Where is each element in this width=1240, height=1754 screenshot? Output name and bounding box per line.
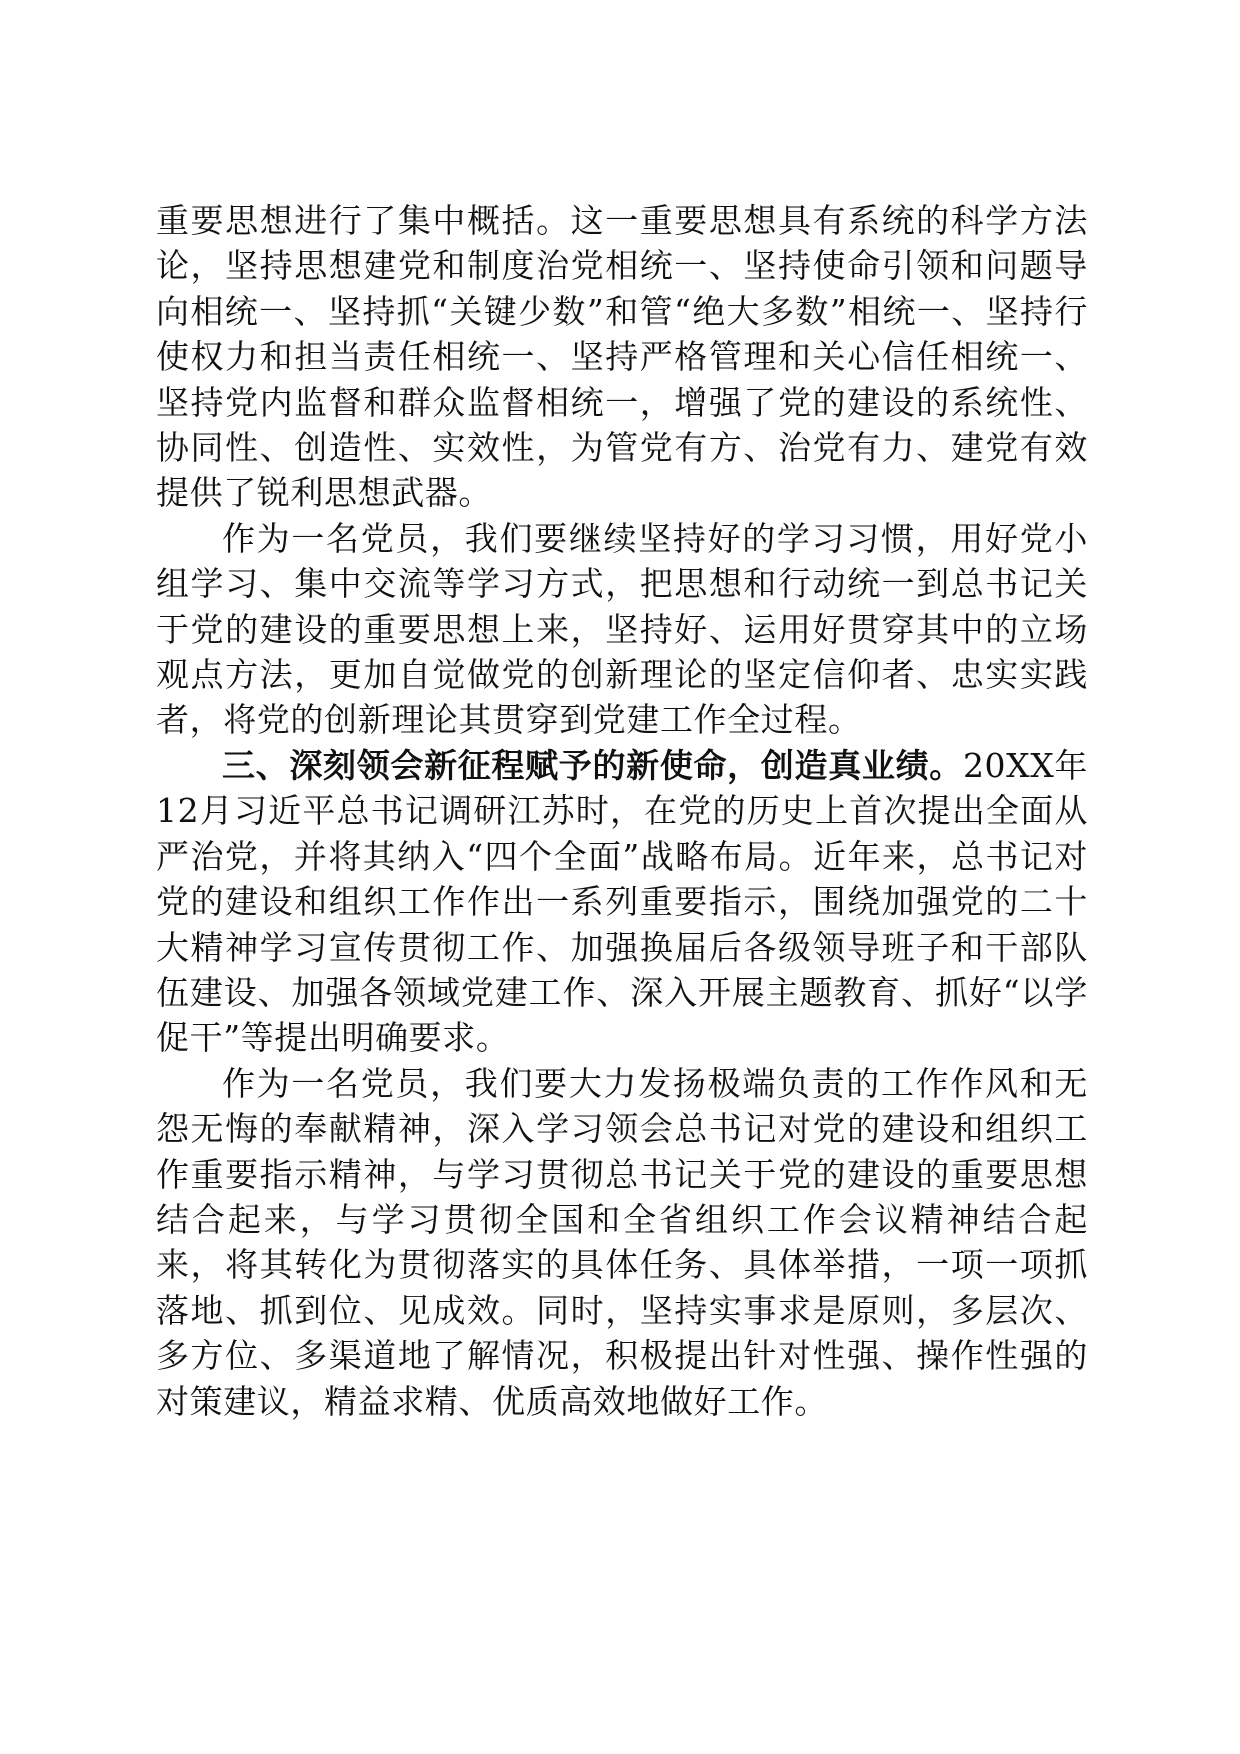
paragraph-2-text: 作为一名党员，我们要继续坚持好的学习习惯，用好党小组学习、集中交流等学习方式，把思想和行动统一到总书记关于党的建设的重要思想上来，坚持好、运用好贯穿其中的立场观点方法，更加自觉做党的创新理论的坚定信仰者、忠实实践者，将党的创新理论其贯穿到党建工作全过程。 [156,518,1088,740]
document-body [156,198,1088,1424]
paragraph-1-text: 重要思想进行了集中概括。这一重要思想具有系统的科学方法论，坚持思想建党和制度治党相统一、坚持使命引领和问题导向相统一、坚持抓“关键少数”和管“绝大多数”相统一、坚持行使权力和担当责任相统一、坚持严格管理和关心信任相统一、坚持党内监督和群众监督相统一，增强了党的建设的系统性、协同性、创造性、实效性，为管党有方、治党有力、建党有效提供了锐利思想武器。 [156,201,1088,513]
paragraph-4-text: 作为一名党员，我们要大力发扬极端负责的工作作风和无怨无悔的奉献精神，深入学习领会总书记对党的建设和组织工作重要指示精神，与学习贯彻总书记关于党的建设的重要思想结合起来，与学习贯彻全国和全省组织工作会议精神结合起来，将其转化为贯彻落实的具体任务、具体举措，一项一项抓落地、抓到位、见成效。同时，坚持实事求是原则，多层次、多方位、多渠道地了解情况，积极提出针对性强、操作性强的对策建议，精益求精、优质高效地做好工作。 [156,1063,1088,1421]
paragraph-3-text: 20XX年12月习近平总书记调研江苏时，在党的历史上首次提出全面从严治党，并将其纳入“四个全面”战略布局。近年来，总书记对党的建设和组织工作作出一系列重要指示，围绕加强党的二十大精神学习宣传贯彻工作、加强换届后各级领导班子和干部队伍建设、加强各领域党建工作、深入开展主题教育、抓好“以学促干”等提出明确要求。 [156,745,1088,1058]
paragraph-3 [156,743,1088,1061]
paragraph-2 [156,516,1088,743]
paragraph-4 [156,1061,1088,1424]
paragraph-1 [156,198,1088,516]
section-heading-3: 三、深刻领会新征程赋予的新使命，创造真业绩。 [222,745,963,785]
